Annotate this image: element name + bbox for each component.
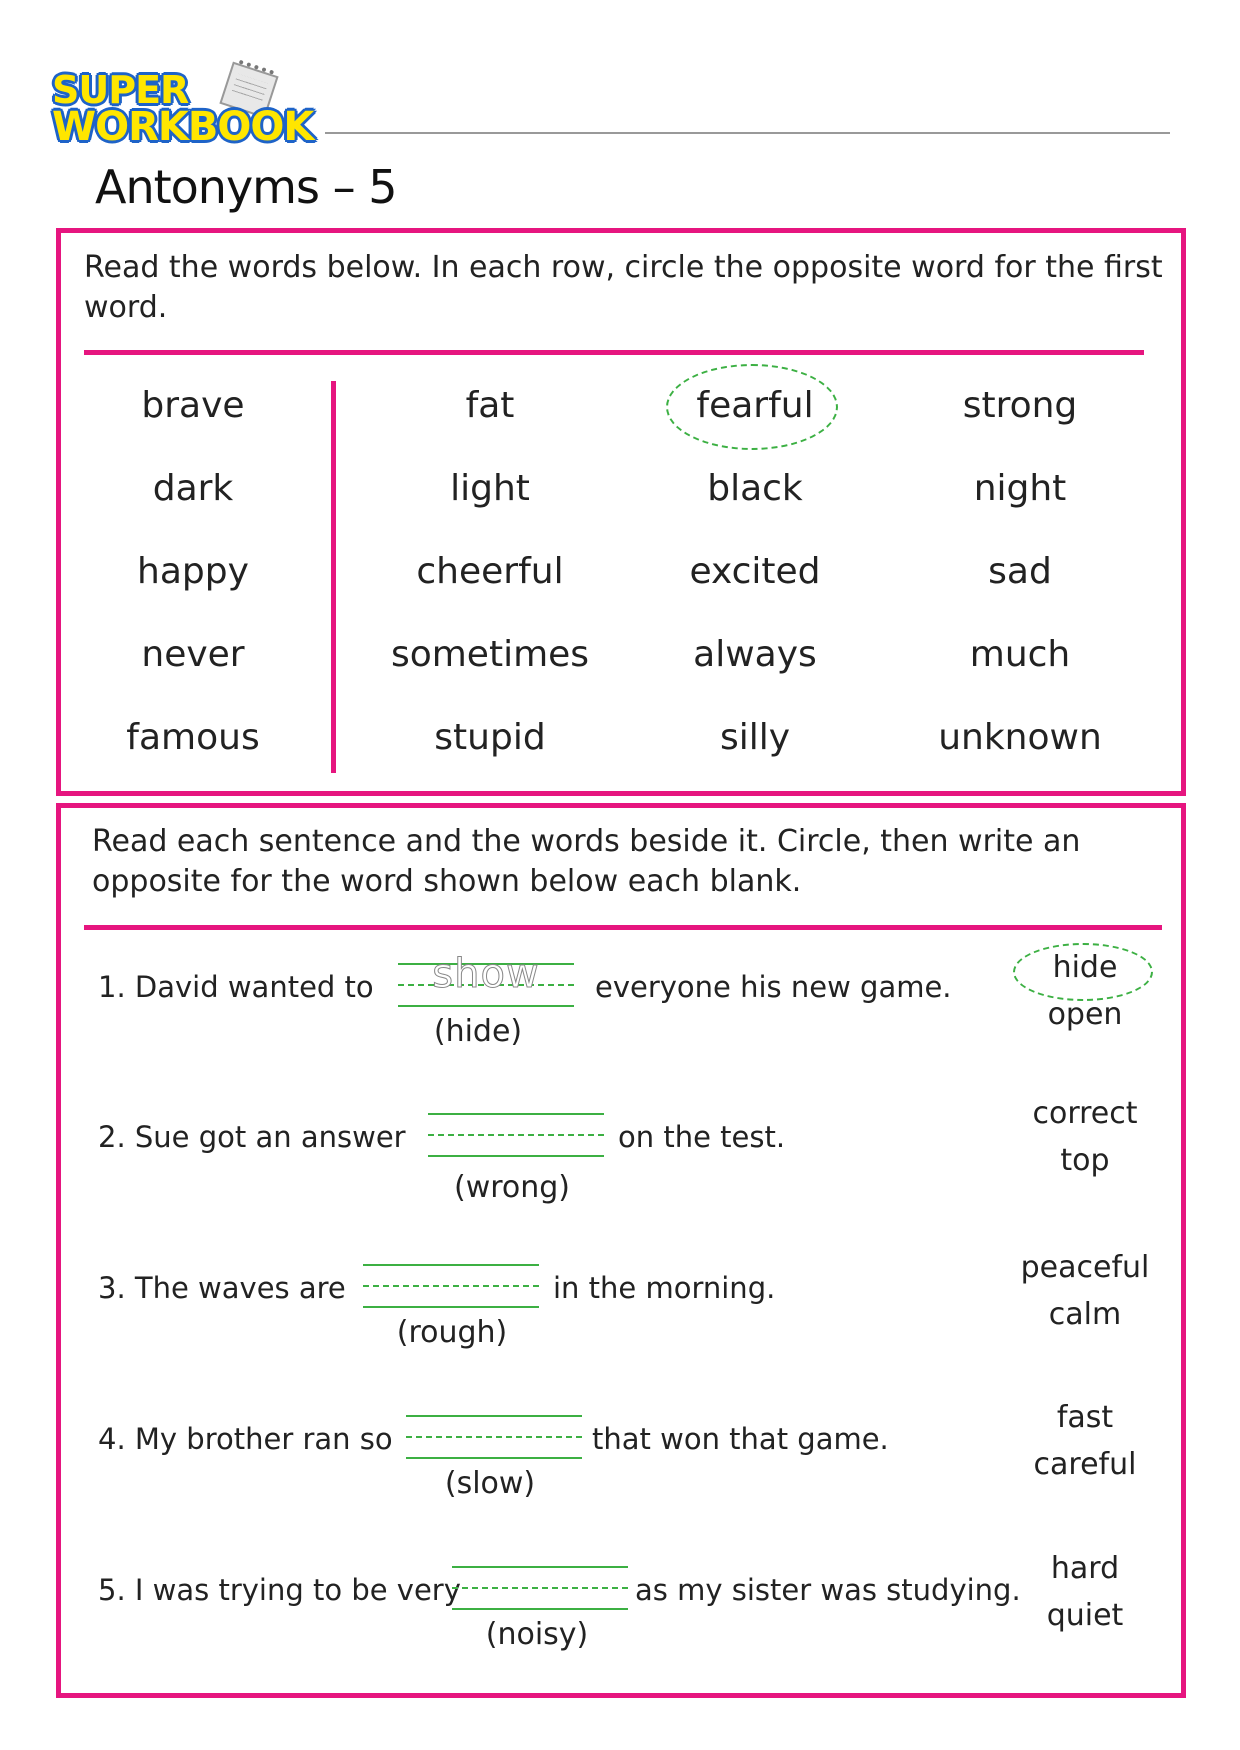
- answer-blank[interactable]: [428, 1113, 604, 1157]
- option-word[interactable]: excited: [689, 551, 821, 592]
- option-word[interactable]: fearful: [696, 385, 814, 426]
- choice-word[interactable]: peaceful: [1020, 1250, 1150, 1285]
- choice-word[interactable]: quiet: [1046, 1598, 1124, 1633]
- option-word[interactable]: sometimes: [390, 634, 590, 675]
- name-line: [325, 132, 1170, 134]
- option-word[interactable]: cheerful: [416, 551, 564, 592]
- option-word[interactable]: black: [707, 468, 803, 509]
- sentence-start: 5. I was trying to be very: [98, 1573, 461, 1607]
- sentence-end: on the test.: [618, 1120, 786, 1154]
- sentence-end: as my sister was studying.: [635, 1573, 1021, 1607]
- section2-rule: [84, 925, 1162, 930]
- section2-instruction: Read each sentence and the words beside it. Circle, then write an opposite for the word shown below each blank.: [92, 824, 1081, 899]
- option-word[interactable]: light: [450, 468, 530, 509]
- hint-word: (wrong): [453, 1170, 571, 1205]
- answer-blank[interactable]: [363, 1264, 539, 1308]
- brand-line-2: WORKBOOK: [52, 104, 314, 150]
- option-word[interactable]: night: [973, 468, 1067, 509]
- sentence-start: 1. David wanted to: [98, 970, 374, 1004]
- option-word[interactable]: always: [693, 634, 817, 675]
- page-title: Antonyms – 5: [95, 160, 397, 214]
- hint-word: (rough): [396, 1315, 508, 1350]
- option-word[interactable]: strong: [962, 385, 1078, 426]
- sentence-start: 4. My brother ran so: [98, 1422, 393, 1456]
- choice-word[interactable]: open: [1047, 997, 1123, 1032]
- option-word[interactable]: silly: [719, 717, 791, 758]
- choice-word[interactable]: top: [1060, 1143, 1110, 1178]
- tracing-word: show: [432, 951, 540, 997]
- column-divider: [331, 381, 336, 773]
- answer-blank[interactable]: [452, 1566, 628, 1610]
- section1-instruction: Read the words below. In each row, circle the opposite word for the first word.: [84, 250, 1163, 325]
- target-word: famous: [126, 717, 260, 758]
- brand-line-1: SUPER: [52, 68, 189, 112]
- hint-word: (hide): [433, 1014, 523, 1049]
- option-word[interactable]: sad: [988, 551, 1052, 592]
- option-word[interactable]: fat: [465, 385, 515, 426]
- choice-word[interactable]: careful: [1033, 1447, 1137, 1482]
- target-word: dark: [152, 468, 234, 509]
- hint-word: (slow): [444, 1466, 536, 1501]
- option-word[interactable]: stupid: [434, 717, 546, 758]
- section1-rule: [84, 350, 1144, 355]
- sentence-start: 2. Sue got an answer: [98, 1120, 406, 1154]
- choice-word[interactable]: hard: [1050, 1551, 1120, 1586]
- answer-blank[interactable]: [398, 951, 574, 1007]
- target-word: never: [141, 634, 245, 675]
- sentence-end: in the morning.: [553, 1271, 776, 1305]
- choice-word[interactable]: fast: [1056, 1400, 1114, 1435]
- choice-word[interactable]: correct: [1032, 1096, 1138, 1131]
- hint-word: (noisy): [485, 1617, 589, 1652]
- option-word[interactable]: much: [969, 634, 1071, 675]
- target-word: brave: [141, 385, 245, 426]
- answer-blank[interactable]: [406, 1415, 582, 1459]
- sentence-end: everyone his new game.: [595, 970, 952, 1004]
- sentence-end: that won that game.: [592, 1422, 889, 1456]
- choice-word[interactable]: calm: [1048, 1297, 1122, 1332]
- brand-logo: [50, 60, 320, 150]
- sentence-start: 3. The waves are: [98, 1271, 346, 1305]
- choice-word[interactable]: hide: [1052, 950, 1118, 985]
- option-word[interactable]: unknown: [938, 717, 1102, 758]
- target-word: happy: [137, 551, 249, 592]
